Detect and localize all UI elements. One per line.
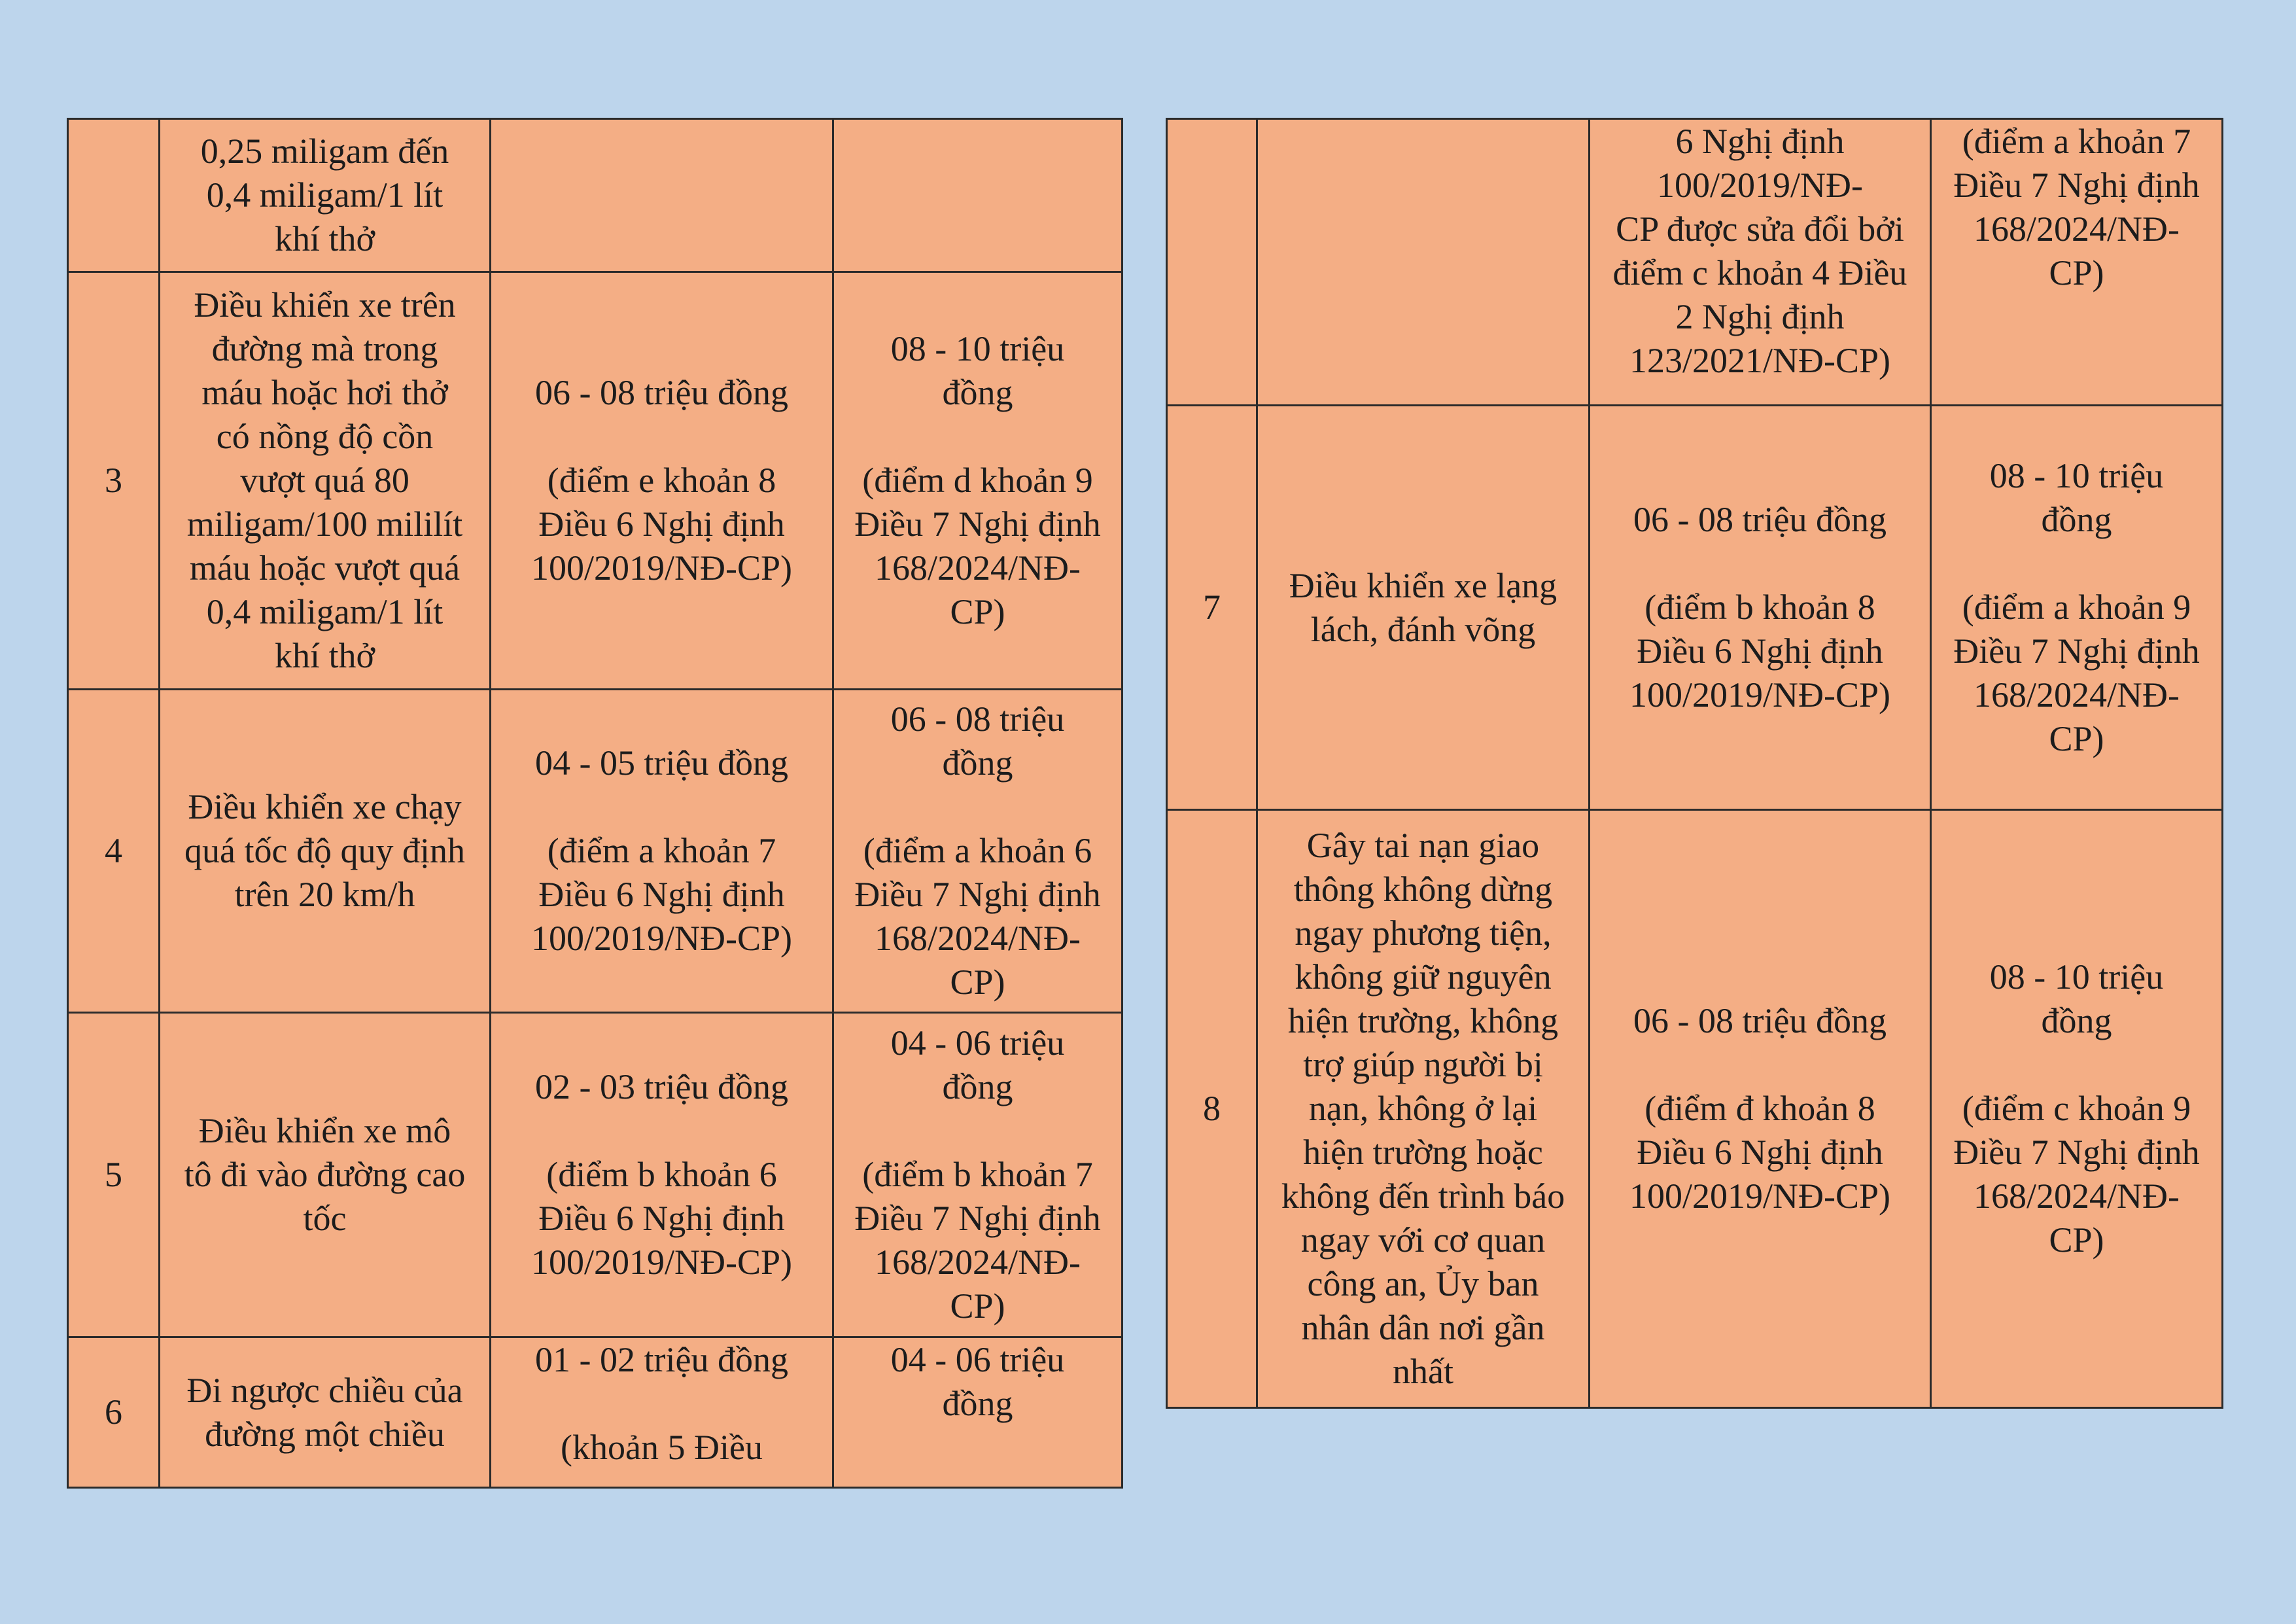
- row-number-cell: 3: [68, 272, 160, 690]
- new-fine-cell: 04 - 06 triệu đồng (điểm b khoản 7 Điều 7 Nghị định 168/2024/NĐ- CP): [833, 1013, 1122, 1337]
- row-number-cell: [68, 119, 160, 272]
- new-fine-cell: 06 - 08 triệu đồng (điểm a khoản 6 Điều 7 Nghị định 168/2024/NĐ- CP): [833, 690, 1122, 1013]
- table-row: [68, 1337, 1122, 1488]
- old-fine-cell: 06 - 08 triệu đồng (điểm đ khoản 8 Điều 6 Nghị định 100/2019/NĐ-CP): [1590, 810, 1931, 1408]
- table-row: [1167, 119, 2223, 406]
- violation-cell: Gây tai nạn giao thông không dừng ngay phương tiện, không giữ nguyên hiện trường, không trợ giúp người bị nạn, không ở lại hiện trường hoặc không đến trình báo ngay với cơ quan công an, Ủy ban nhân dân nơi gần nhất: [1257, 810, 1590, 1408]
- old-fine-cell: 01 - 02 triệu đồng (khoản 5 Điều: [491, 1337, 833, 1488]
- new-fine-cell: 08 - 10 triệu đồng (điểm a khoản 9 Điều 7 Nghị định 168/2024/NĐ- CP): [1931, 406, 2223, 810]
- row-number-cell: 8: [1167, 810, 1257, 1408]
- table-row: [68, 690, 1122, 1013]
- table-row: [1167, 406, 2223, 810]
- violation-cell: Điều khiển xe chạy quá tốc độ quy định trên 20 km/h: [160, 690, 491, 1013]
- violation-cell: Điều khiển xe lạng lách, đánh võng: [1257, 406, 1590, 810]
- new-fine-cell: 04 - 06 triệu đồng: [833, 1337, 1122, 1488]
- row-number-cell: 7: [1167, 406, 1257, 810]
- fines-table-right: [1166, 118, 2223, 1409]
- row-number-cell: [1167, 119, 1257, 406]
- old-fine-cell: 04 - 05 triệu đồng (điểm a khoản 7 Điều 6 Nghị định 100/2019/NĐ-CP): [491, 690, 833, 1013]
- old-fine-cell: [491, 119, 833, 272]
- new-fine-cell: 08 - 10 triệu đồng (điểm c khoản 9 Điều 7 Nghị định 168/2024/NĐ- CP): [1931, 810, 2223, 1408]
- violation-cell: Điều khiển xe trên đường mà trong máu hoặc hơi thở có nồng độ cồn vượt quá 80 miligam/100 mililít máu hoặc vượt quá 0,4 miligam/1 lít khí thở: [160, 272, 491, 690]
- table-row: [68, 1013, 1122, 1337]
- table-row: [68, 119, 1122, 272]
- old-fine-cell: 06 - 08 triệu đồng (điểm b khoản 8 Điều 6 Nghị định 100/2019/NĐ-CP): [1590, 406, 1931, 810]
- new-fine-cell: [833, 119, 1122, 272]
- table-row: [1167, 810, 2223, 1408]
- fines-table-left: [67, 118, 1123, 1489]
- old-fine-cell: 02 - 03 triệu đồng (điểm b khoản 6 Điều 6 Nghị định 100/2019/NĐ-CP): [491, 1013, 833, 1337]
- row-number-cell: 4: [68, 690, 160, 1013]
- new-fine-cell: (điểm a khoản 7 Điều 7 Nghị định 168/2024/NĐ- CP): [1931, 119, 2223, 406]
- violation-cell: Đi ngược chiều của đường một chiều: [160, 1337, 491, 1488]
- row-number-cell: 5: [68, 1013, 160, 1337]
- row-number-cell: 6: [68, 1337, 160, 1488]
- violation-cell: [1257, 119, 1590, 406]
- violation-cell: Điều khiển xe mô tô đi vào đường cao tốc: [160, 1013, 491, 1337]
- violation-cell: 0,25 miligam đến 0,4 miligam/1 lít khí thở: [160, 119, 491, 272]
- old-fine-cell: 6 Nghị định 100/2019/NĐ- CP được sửa đổi bởi điểm c khoản 4 Điều 2 Nghị định 123/2021/NĐ-CP): [1590, 119, 1931, 406]
- old-fine-cell: 06 - 08 triệu đồng (điểm e khoản 8 Điều 6 Nghị định 100/2019/NĐ-CP): [491, 272, 833, 690]
- table-row: [68, 272, 1122, 690]
- new-fine-cell: 08 - 10 triệu đồng (điểm d khoản 9 Điều 7 Nghị định 168/2024/NĐ- CP): [833, 272, 1122, 690]
